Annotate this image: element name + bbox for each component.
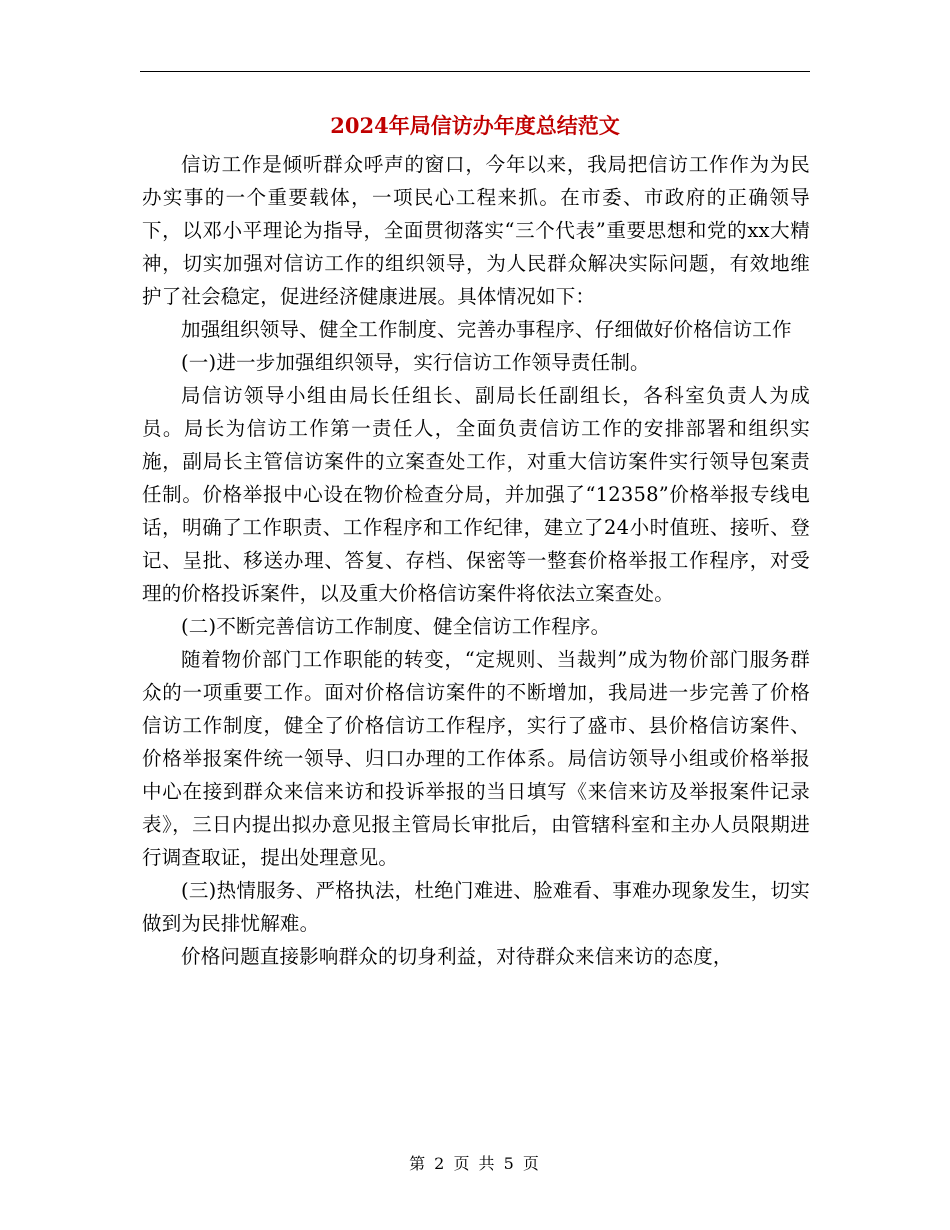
paragraph-section-3-body: 价格问题直接影响群众的切身利益，对待群众来信来访的态度，: [181, 945, 733, 968]
document-title: 2024年局信访办年度总结范文: [330, 113, 620, 138]
page-indicator: 第 2 页 共 5 页: [409, 1154, 541, 1173]
header-rule: [140, 71, 810, 72]
paragraph-section-1-heading: (一)进一步加强组织领导，实行信访工作领导责任制。: [181, 351, 650, 374]
paragraph-section-1-body: 局信访领导小组由局长任组长、副局长任副组长，各科室负责人为成员。局长为信访工作第一责任人，全面负责信访工作的安排部署和组织实施，副局长主管信访案件的立案查处工作，对重大信访案件实行领导包案责任制。价格举报中心设在物价检查分局，并加强了“12358”价格举报专线电话，明确了工作职责、工作程序和工作纪律，建立了24小时值班、接听、登记、呈批、移送办理、答复、存档、保密等一整套价格举报工作程序，对受理的价格投诉案件，以及重大价格信访案件将依法立案查处。: [142, 384, 810, 605]
paragraph-section-2-body: 随着物价部门工作职能的转变，“定规则、当裁判”成为物价部门服务群众的一项重要工作。面对价格信访案件的不断增加，我局进一步完善了价格信访工作制度，健全了价格信访工作程序，实行了盛市、县价格信访案件、价格举报案件统一领导、归口办理的工作体系。局信访领导小组或价格举报中心在接到群众来信来访和投诉举报的当日填写《来信来访及举报案件记录表》，三日内提出拟办意见报主管局长审批后，由管辖科室和主办人员限期进行调查取证，提出处理意见。: [142, 648, 810, 869]
paragraph-heading-main: 加强组织领导、健全工作制度、完善办事程序、仔细做好价格信访工作: [181, 318, 792, 341]
document-body: [142, 148, 810, 973]
paragraph-intro: 信访工作是倾听群众呼声的窗口，今年以来，我局把信访工作作为为民办实事的一个重要载体，一项民心工程来抓。在市委、市政府的正确领导下，以邓小平理论为指导，全面贯彻落实“三个代表”重要思想和党的xx大精神，切实加强对信访工作的组织领导，为人民群众解决实际问题，有效地维护了社会稳定，促进经济健康进展。具体情况如下：: [142, 153, 810, 308]
paragraph-section-2-heading: (二)不断完善信访工作制度、健全信访工作程序。: [181, 615, 611, 638]
paragraph-section-3-heading: (三)热情服务、严格执法，杜绝门难进、脸难看、事难办现象发生，切实做到为民排忧解难。: [142, 879, 810, 935]
